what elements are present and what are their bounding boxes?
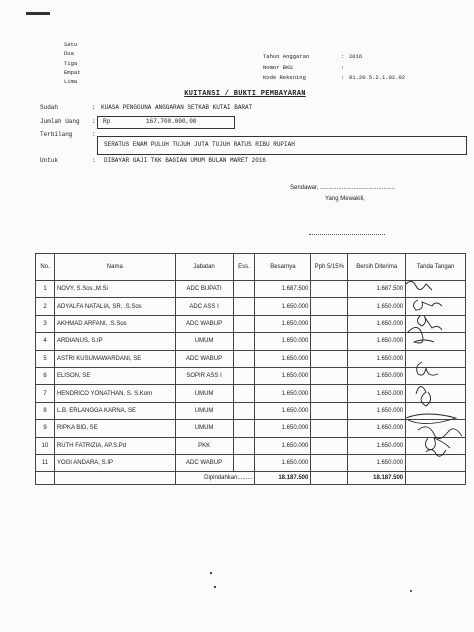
cell-no: 3	[36, 315, 55, 332]
cell-pph	[311, 402, 348, 419]
place-date-line: Sendawar, .............................................	[290, 185, 396, 191]
cell-bersih: 1.650.000	[348, 454, 406, 471]
col-header-ess: Ess.	[233, 254, 255, 281]
cell-pph	[311, 420, 348, 437]
cell-pph	[311, 385, 348, 402]
cell-besarnya: 1.650.000	[255, 367, 311, 384]
cell-pph	[311, 367, 348, 384]
meta-value: 2016	[349, 53, 363, 60]
cell-pph	[311, 281, 348, 298]
meta-label: Tahun Anggaran	[263, 53, 310, 60]
copy-3: Tiga	[64, 59, 78, 67]
cell-besarnya: 1.650.000	[255, 402, 311, 419]
cell-no: 10	[36, 437, 55, 454]
speck	[210, 572, 212, 574]
cell-bersih: 1.650.000	[348, 315, 406, 332]
meta-label: Kode Rekening	[263, 74, 306, 81]
cell-jabatan: ADC WABUP	[175, 315, 233, 332]
cell-no: 8	[36, 402, 55, 419]
total-label: Dipindahkan.........	[175, 472, 255, 485]
cell-no: 5	[36, 350, 55, 367]
cell-nama: NOVY, S.Sos.,M.Si	[54, 281, 175, 298]
cell-besarnya: 1.687.500	[255, 281, 311, 298]
cell-pph	[311, 315, 348, 332]
cell-no: 11	[36, 454, 55, 471]
meta-sep: :	[341, 74, 345, 81]
cell-ess	[233, 437, 255, 454]
col-header-no: No.	[36, 254, 55, 281]
cell-besarnya: 1.650.000	[255, 420, 311, 437]
cell-empty	[406, 472, 466, 485]
copy-list	[64, 40, 81, 86]
cell-pph	[311, 298, 348, 315]
cell-nama: L.B. ERLANGGA KARNA, SE	[54, 402, 175, 419]
cell-jabatan: SOPIR ASS I	[175, 367, 233, 384]
cell-jabatan: ADC WABUP	[175, 454, 233, 471]
col-header-bersih: Bersih Diterima	[348, 254, 406, 281]
cell-no: 9	[36, 420, 55, 437]
meta-block	[263, 52, 405, 84]
cell-bersih: 1.650.000	[348, 437, 406, 454]
copy-5: Lima	[64, 78, 78, 86]
cell-empty	[36, 472, 55, 485]
cell-ess	[233, 454, 255, 471]
cell-ess	[233, 402, 255, 419]
cell-jabatan: ADC ASS I	[175, 298, 233, 315]
cell-besarnya: 1.650.000	[255, 437, 311, 454]
cell-bersih: 1.650.000	[348, 350, 406, 367]
sudah-sep: :	[92, 104, 96, 111]
copy-4: Empat	[64, 68, 81, 76]
untuk-label: Untuk	[40, 157, 59, 164]
corner-mark	[26, 12, 50, 15]
copy-2: Dua	[64, 50, 74, 58]
cell-ess	[233, 385, 255, 402]
cell-besarnya: 1.650.000	[255, 385, 311, 402]
terbilang-label: Terbilang	[40, 131, 73, 138]
meta-row-year	[263, 52, 405, 63]
sudah-label: Sudah	[40, 104, 59, 111]
cell-jabatan: ADC WABUP	[175, 350, 233, 367]
untuk-sep: :	[92, 157, 96, 164]
cell-ess	[233, 420, 255, 437]
meta-label: Nomor BKU	[263, 63, 293, 71]
cell-no: 6	[36, 367, 55, 384]
cell-no: 7	[36, 385, 55, 402]
cell-ess	[233, 350, 255, 367]
col-header-besarnya: Besarnya	[255, 254, 311, 281]
cell-no: 1	[36, 281, 55, 298]
cell-nama: RIPKA BID, SE	[54, 420, 175, 437]
cell-empty	[311, 472, 348, 485]
meta-row-rekening	[263, 73, 405, 84]
cell-no: 2	[36, 298, 55, 315]
jumlah-sep: :	[92, 118, 96, 125]
cell-nama: YOGI ANDARA, S.IP	[54, 454, 175, 471]
cell-nama: HENDRICO YONATHAN. S. S.Kom	[54, 385, 175, 402]
speck	[214, 586, 216, 588]
terbilang-sep: :	[92, 131, 96, 138]
jumlah-label: Jumlah Uang	[40, 118, 80, 125]
cell-pph	[311, 333, 348, 350]
cell-pph	[311, 350, 348, 367]
cell-bersih: 1.650.000	[348, 420, 406, 437]
table-total-row	[36, 472, 466, 485]
cell-pph	[311, 454, 348, 471]
cell-bersih: 1.687.500	[348, 281, 406, 298]
cell-ess	[233, 315, 255, 332]
cell-jabatan: UMUM	[175, 333, 233, 350]
copy-1: Satu	[64, 41, 78, 48]
cell-besarnya: 1.650.000	[255, 350, 311, 367]
cell-ess	[233, 298, 255, 315]
meta-sep: :	[341, 63, 345, 71]
cell-jabatan: ADC BUPATI	[175, 281, 233, 298]
cell-bersih: 1.650.000	[348, 298, 406, 315]
cell-nama: ADYALFA NATALIA, SR, .S.Sos	[54, 298, 175, 315]
cell-besarnya: 1.650.000	[255, 315, 311, 332]
col-header-tanda-tangan: Tanda Tangan	[406, 254, 466, 281]
cell-ess	[233, 281, 255, 298]
cell-bersih: 1.650.000	[348, 402, 406, 419]
meta-sep: :	[341, 53, 345, 60]
meta-row-bku	[263, 63, 405, 74]
cell-nama: ARDIANUS, S.IP	[54, 333, 175, 350]
handwritten-signatures	[398, 278, 470, 468]
cell-nama: ELISON, SE	[54, 367, 175, 384]
cell-pph	[311, 437, 348, 454]
col-header-nama: Nama	[54, 254, 175, 281]
cell-besarnya: 1.650.000	[255, 333, 311, 350]
meta-value: 01.20.5.2.1.02.02	[349, 74, 406, 81]
cell-bersih: 1.650.000	[348, 367, 406, 384]
signature-line	[309, 234, 385, 235]
speck	[410, 590, 412, 592]
cell-bersih: 1.650.000	[348, 333, 406, 350]
sudah-value: KUASA PENGGUNA ANGGARAN SETKAB KUTAI BARAT	[101, 104, 253, 111]
cell-besarnya: 1.650.000	[255, 298, 311, 315]
cell-jabatan: UMUM	[175, 385, 233, 402]
col-header-pph: Pph 5/15%	[311, 254, 348, 281]
cell-nama: ASTRI KUSUMAWARDANI, SE	[54, 350, 175, 367]
cell-empty	[54, 472, 175, 485]
cell-besarnya: 1.650.000	[255, 454, 311, 471]
total-besarnya: 18.187.500	[255, 472, 311, 485]
cell-jabatan: UMUM	[175, 420, 233, 437]
cell-nama: AKHMAD ARFANI, .S.Sos	[54, 315, 175, 332]
total-bersih: 18.187.500	[348, 472, 406, 485]
cell-bersih: 1.650.000	[348, 385, 406, 402]
cell-no: 4	[36, 333, 55, 350]
cell-jabatan: PKK	[175, 437, 233, 454]
cell-ess	[233, 367, 255, 384]
representative-label: Yang Mewakili,	[325, 196, 365, 202]
table-header-row	[36, 254, 466, 281]
col-header-jabatan: Jabatan	[175, 254, 233, 281]
jumlah-currency: Rp	[103, 118, 111, 125]
cell-jabatan: UMUM	[175, 402, 233, 419]
untuk-value: DIBAYAR GAJI TKK BAGIAN UMUM BULAN MARET 2016	[104, 157, 267, 164]
jumlah-value: 167.700.000,00	[146, 118, 197, 125]
page-title: KUITANSI / BUKTI PEMBAYARAN	[184, 90, 306, 98]
cell-nama: RUTH FATRIZIA, AP.S.Pd	[54, 437, 175, 454]
cell-ess	[233, 333, 255, 350]
terbilang-value: SERATUS ENAM PULUH TUJUH JUTA TUJUH RATUS RIBU RUPIAH	[104, 141, 295, 148]
